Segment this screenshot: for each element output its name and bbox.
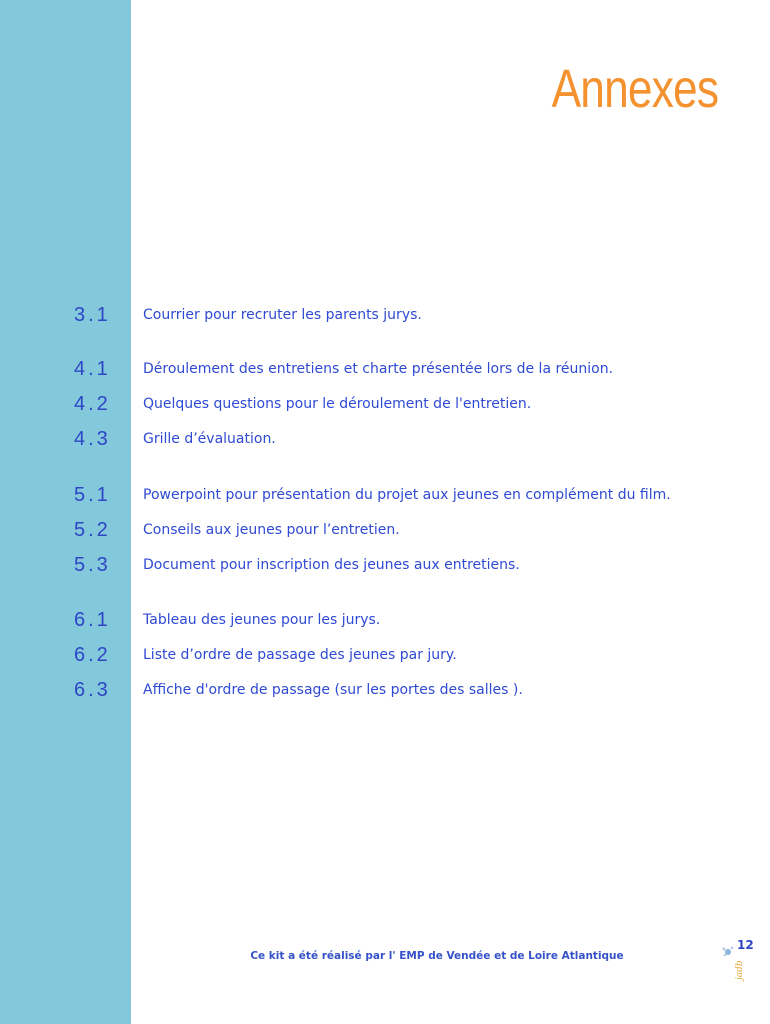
annex-title: Affiche d'ordre de passage (sur les portes des salles ). — [143, 682, 523, 698]
footer-credit: Ce kit a été réalisé par l' EMP de Vendée et de Loire Atlantique — [250, 950, 624, 962]
annex-item — [0, 679, 770, 709]
jadb-logo-icon — [718, 942, 754, 982]
annex-number: 5.3 — [74, 554, 111, 576]
annex-number: 4.2 — [74, 393, 111, 415]
annex-number: 4.1 — [74, 358, 111, 380]
annex-number: 6.3 — [74, 679, 111, 701]
annex-title: Courrier pour recruter les parents jurys. — [143, 307, 422, 323]
annex-title: Quelques questions pour le déroulement de l'entretien. — [143, 396, 532, 412]
annex-item — [0, 554, 770, 584]
annex-item — [0, 484, 770, 514]
annex-title: Déroulement des entretiens et charte présentée lors de la réunion. — [143, 361, 614, 377]
annex-title: Tableau des jeunes pour les jurys. — [143, 612, 381, 628]
annex-title: Powerpoint pour présentation du projet aux jeunes en complément du film. — [143, 487, 671, 503]
annex-number: 6.1 — [74, 609, 111, 631]
annex-number: 4.3 — [74, 428, 111, 450]
annex-title: Liste d’ordre de passage des jeunes par jury. — [143, 647, 457, 663]
annex-number: 6.2 — [74, 644, 111, 666]
annex-title: Grille d’évaluation. — [143, 431, 276, 447]
annex-title: Conseils aux jeunes pour l’entretien. — [143, 522, 400, 538]
annex-item — [0, 304, 770, 334]
page-title: Annexes — [551, 59, 718, 119]
annex-item — [0, 644, 770, 674]
annex-number: 5.1 — [74, 484, 111, 506]
page-number: 12 — [737, 938, 754, 952]
logo-text: jadb — [735, 960, 745, 980]
annex-item — [0, 428, 770, 458]
annex-title: Document pour inscription des jeunes aux entretiens. — [143, 557, 520, 573]
annex-item — [0, 519, 770, 549]
annex-number: 5.2 — [74, 519, 111, 541]
annex-item — [0, 393, 770, 423]
annex-number: 3.1 — [74, 304, 111, 326]
annex-item — [0, 358, 770, 388]
annex-item — [0, 609, 770, 639]
